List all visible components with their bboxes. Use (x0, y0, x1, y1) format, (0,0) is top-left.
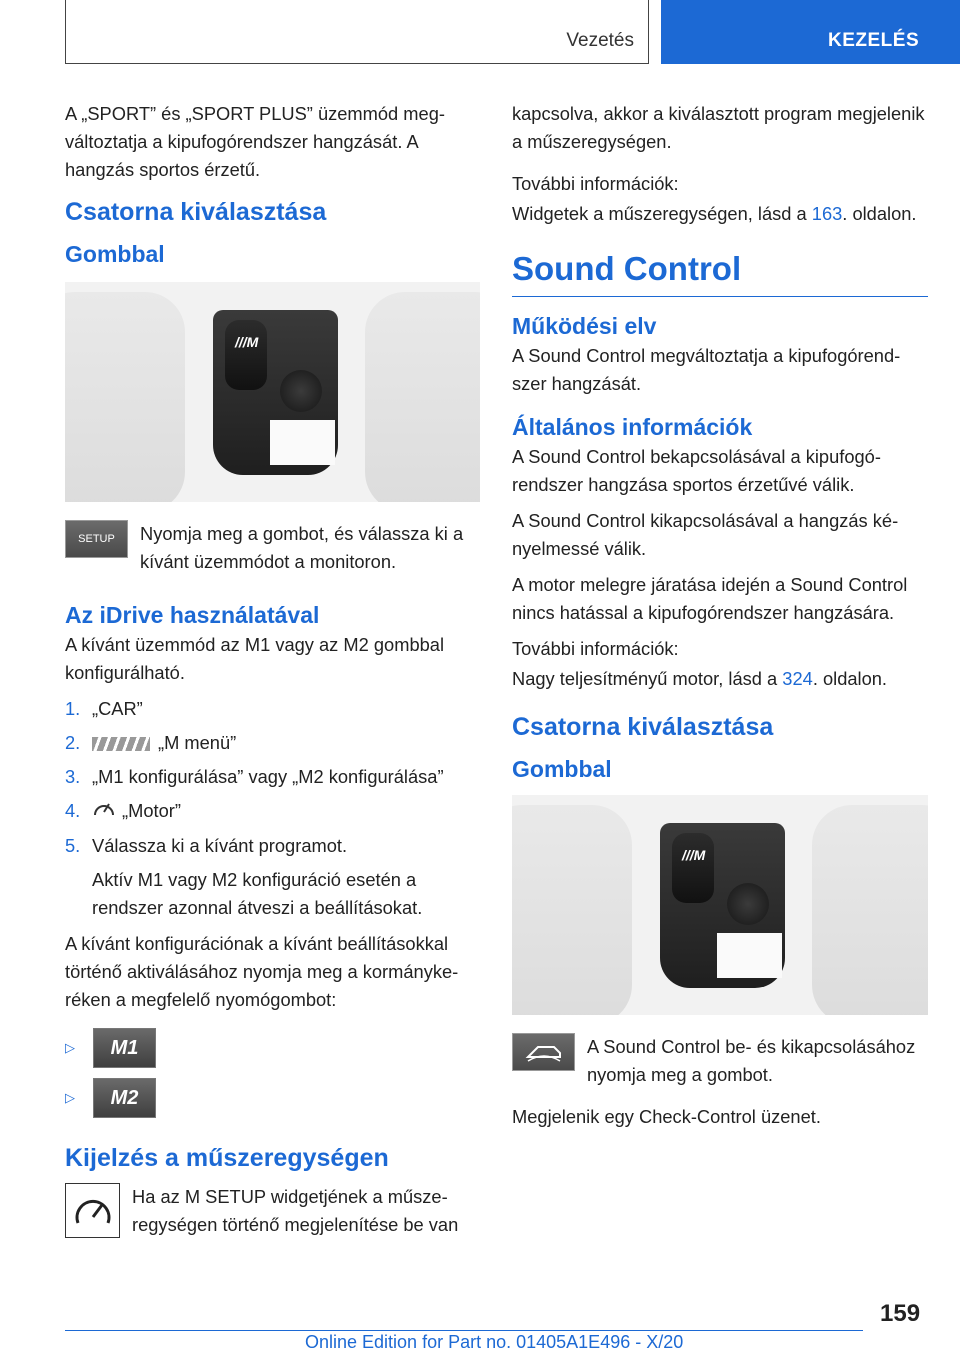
setup-button-label: SETUP (78, 533, 115, 545)
m2-button-icon (93, 1078, 156, 1118)
intro-paragraph: A „SPORT” és „SPORT PLUS” üzemmód megváltoztatja a kipufogórendszer hangzását. A hangzás sportos érzetű. (65, 103, 445, 180)
heading-display: Kijelzés a műszeregységen (65, 1144, 389, 1173)
header-chapter-label: KEZELÉS (828, 30, 920, 51)
m-logo: ///M (235, 334, 259, 350)
step5-note: Aktív M1 vagy M2 konfiguráció esetén a rendszer azonnal átveszi a beállításokat. (92, 869, 423, 919)
footer-edition: Online Edition for Part no. 01405A1E496 - X/20 (305, 1332, 684, 1352)
general-paragraph-1: A Sound Control bekapcsolásával a kipufogórendszer hangzása sportos érzetűvé válik. (512, 446, 881, 495)
idrive-paragraph: A kívánt üzemmód az M1 vagy az M2 gombbal konfigurálható. (65, 634, 445, 683)
sound-control-button-icon (512, 1033, 575, 1071)
bullet-triangle-icon: ▷ (65, 1040, 75, 1056)
m2-button-label: M2 (110, 1086, 139, 1109)
more-info-label: További információk: (512, 638, 679, 659)
m1-button-icon (93, 1028, 156, 1068)
m-menu-icon (92, 737, 150, 751)
general-paragraph-2: A Sound Control kikapcsolásával a hangzás kényelmessé válik. (512, 510, 899, 559)
steering-paragraph: A kívánt konfigurációnak a kívánt beállításokkal történő aktiválásához nyomja meg a kormánykeréken a megfelelő nyomógombot: (65, 933, 459, 1011)
heading-by-button: Gombbal (512, 756, 612, 782)
header-section-label: Vezetés (566, 30, 634, 51)
page-number: 159 (880, 1300, 921, 1327)
general-paragraph-3: A motor melegre járatása idején a Sound Control nincs hatással a kipufogórendszer hangzására. (512, 574, 908, 623)
step-item: 3. „M1 konfigurálása” vagy „M2 konfigurálása” (65, 766, 444, 787)
bullet-triangle-icon: ▷ (65, 1090, 75, 1106)
principle-paragraph: A Sound Control megváltoztatja a kipufogórendszer hangzását. (512, 345, 901, 394)
setup-instruction: Nyomja meg a gombot, és válassza ki a kívánt üzemmódot a monitoron. (140, 523, 464, 572)
heading-channel-select: Csatorna kiválasztása (512, 713, 774, 741)
setup-button-icon (65, 520, 128, 558)
left-column (65, 100, 480, 1239)
display-paragraph: Ha az M SETUP widgetjének a műszeregységen történő megjelenítése be van (132, 1186, 459, 1236)
heading-principle: Működési elv (512, 313, 657, 339)
more-info-label: További információk: (512, 173, 679, 194)
gauge-icon (65, 1183, 120, 1238)
header-chapter-tab (661, 0, 960, 64)
page-link-163[interactable]: 163 (811, 203, 843, 224)
center-console-photo (512, 795, 928, 1015)
cont-paragraph: kapcsolva, akkor a kiválasztott program megjelenik a műszeregységen. (512, 103, 925, 152)
page-link-324[interactable]: 324 (782, 668, 813, 689)
step-item: 5. Válassza ki a kívánt programot. (65, 835, 348, 857)
sound-control-instruction: A Sound Control be- és kikapcsolásához nyomja meg a gombot. (587, 1036, 916, 1085)
header-section-tab (65, 0, 649, 64)
m1-button-label: M1 (110, 1036, 139, 1059)
engine-icon (92, 798, 122, 826)
heading-idrive: Az iDrive használatával (65, 602, 320, 628)
m-logo: ///M (682, 847, 706, 863)
step-item: 1. „CAR” (65, 698, 143, 719)
check-control-paragraph: Megjelenik egy Check-Control üzenet. (512, 1106, 821, 1127)
widget-reference: Widgetek a műszeregységen, lásd a 163. oldalon. (512, 203, 917, 224)
heading-general-info: Általános információk (512, 414, 753, 440)
idrive-steps (65, 695, 480, 860)
step-item: 2. „M menü” (65, 732, 237, 753)
center-console-photo (65, 282, 480, 502)
right-column (512, 100, 928, 1139)
heading-sound-control: Sound Control (512, 250, 928, 297)
footer-divider (65, 1330, 863, 1331)
step-item: 4. „Motor” (65, 797, 480, 826)
heading-channel-select: Csatorna kiválasztása (65, 198, 327, 226)
engine-reference: Nagy teljesítményű motor, lásd a 324. oldalon. (512, 668, 888, 689)
heading-by-button: Gombbal (65, 241, 165, 267)
